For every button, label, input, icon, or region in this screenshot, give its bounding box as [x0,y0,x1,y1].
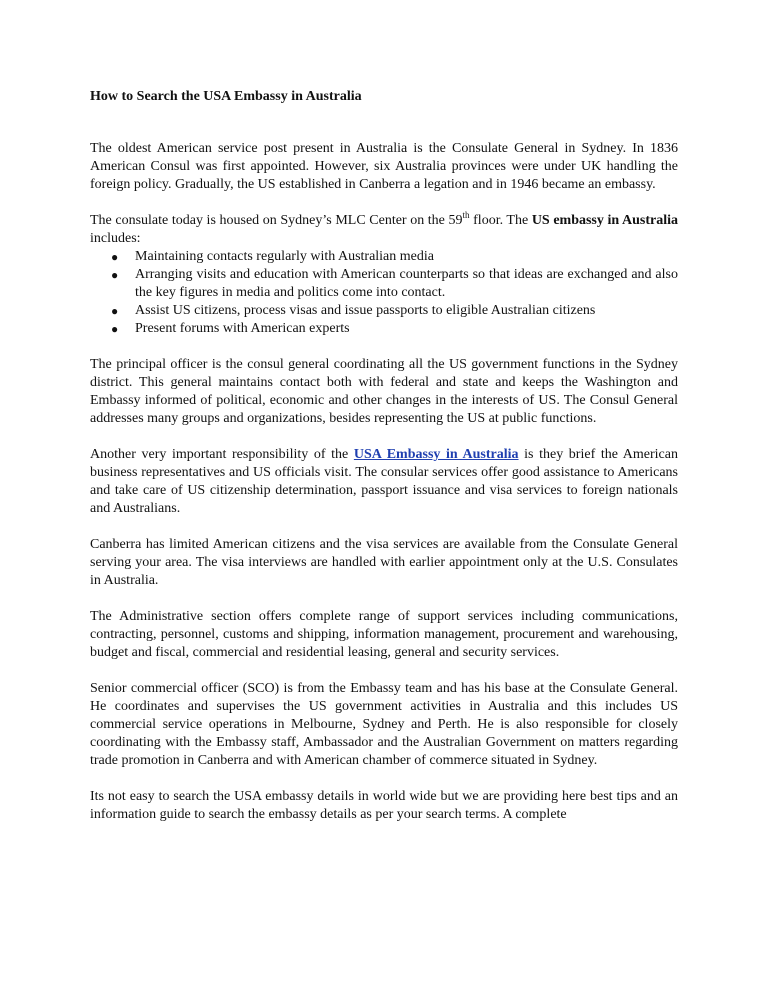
list-item-text: Assist US citizens, process visas and issue passports to eligible Australian citizens [135,303,596,318]
paragraph-2-text-a: The consulate today is housed on Sydney’s MLC Center on the 59 [90,213,463,228]
list-item-text: Arranging visits and education with American counterparts so that ideas are exchanged and also the key figures in media and politics come into contact. [135,267,678,300]
paragraph-2 [90,212,678,248]
bullet-icon: ● [111,250,119,264]
paragraph-8: Its not easy to search the USA embassy details in world wide but we are providing here best tips and an information guide to search the embassy details as per your search terms. A complete [90,789,678,822]
list-item-text: Present forums with American experts [135,321,350,336]
bullet-icon: ● [111,322,119,336]
paragraph-2-text-c: includes: [90,231,141,246]
superscript-th: th [462,210,470,220]
paragraph-7: Senior commercial officer (SCO) is from the Embassy team and has his base at the Consulate General. He coordinates and supervises the US government activities in Australia and this includes US commercial service operations in Melbourne, Sydney and Perth. He is also responsible for closely coordinating with the Embassy staff, Ambassador and the Australian Government on matters regarding trade promotion in Canberra and with American chamber of commerce situated in Sydney. [90,681,678,768]
paragraph-4-text-a: Another very important responsibility of the [90,447,354,462]
bullet-list [90,248,678,338]
paragraph-5: Canberra has limited American citizens and the visa services are available from the Consulate General serving your area. The visa interviews are handled with earlier appointment only at the U.S. Consulates in Australia. [90,537,678,588]
bold-phrase: US embassy in Australia [531,213,678,228]
bullet-icon: ● [111,304,119,318]
list-item [111,248,678,266]
document-title: How to Search the USA Embassy in Australia [90,89,362,104]
bullet-icon: ● [111,268,119,282]
paragraph-3: The principal officer is the consul general coordinating all the US government functions in the Sydney district. This general maintains contact both with federal and state and keeps the Washington and Embassy informed of political, economic and other changes in the interests of US. The Consul General addresses many groups and organizations, besides representing the US at public functions. [90,357,678,426]
list-item [111,320,678,338]
list-item-text: Maintaining contacts regularly with Australian media [135,249,434,264]
paragraph-1: The oldest American service post present in Australia is the Consulate General in Sydney. In 1836 American Consul was first appointed. However, six Australia provinces were under UK handling the foreign policy. Gradually, the US established in Canberra a legation and in 1946 became an embassy. [90,141,678,192]
usa-embassy-link[interactable]: USA Embassy in Australia [353,447,519,462]
paragraph-4 [90,446,678,518]
paragraph-6: The Administrative section offers complete range of support services including communications, contracting, personnel, customs and shipping, information management, procurement and warehousing, budget and fiscal, commercial and residential leasing, general and security services. [90,609,678,660]
paragraph-4-text-b: is they brief the American business representatives and US officials visit. The consular services offer good assistance to Americans and take care of US citizenship determination, passport issuance and visa services to foreign nationals and Australians. [90,447,678,516]
list-item [111,266,678,302]
list-item [111,302,678,320]
paragraph-2-text-b: floor. The [469,213,532,228]
